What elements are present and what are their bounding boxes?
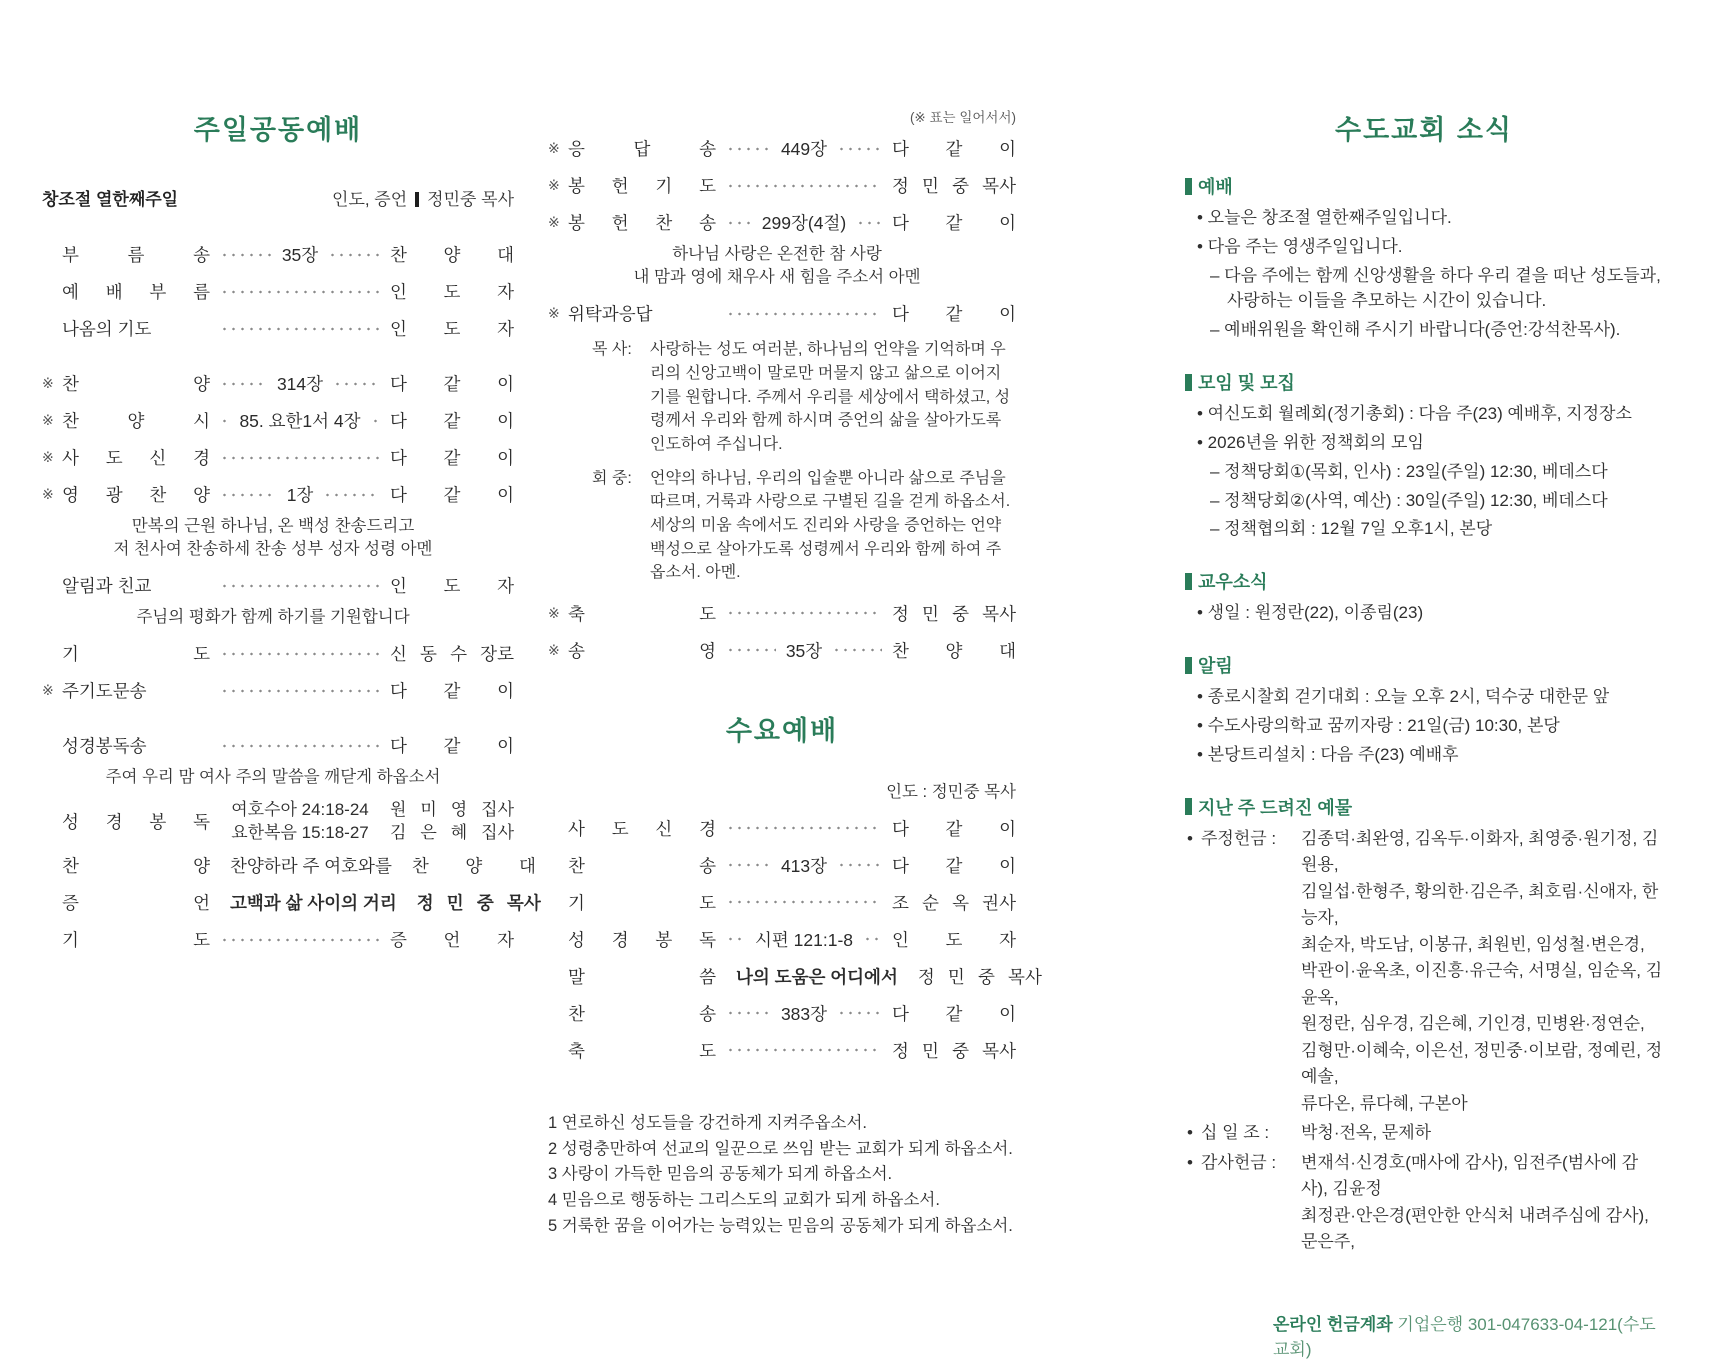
litany-pastor-text: 사랑하는 성도 여러분, 하나님의 언약을 기억하며 우리의 신앙고백이 말로만 머물지 않고 삶으로 이어지기를 원합니다. 주께서 우리를 세상에서 택하셨고, 성령께서 우리와 함께 하시며 증언의 삶을 살아가도록 인도하여 주십니다. [650, 341, 1011, 453]
church-news-section [1185, 0, 1663, 1360]
worship-item-label: 성 경 봉 독 [62, 811, 210, 832]
dotted-leader [323, 493, 380, 497]
worship-item-label: 기 도 [62, 930, 210, 951]
sermon-title: 고백과 삶 사이의 거리 [230, 893, 397, 914]
news-section-offerings [1185, 794, 1663, 1256]
worship-item-role: 인 도 자 [390, 319, 514, 339]
prayer-topic: 4 믿음으로 행동하는 그리스도의 교회가 되게 하옵소서. [548, 1191, 940, 1210]
sunday-worship-order [42, 236, 541, 958]
middle-column [548, 0, 1042, 1240]
section-heading [1185, 568, 1663, 594]
offering-type-label: 감사헌금 : [1201, 1152, 1277, 1172]
worship-item-role: 신 동 수 장로 [390, 644, 514, 665]
service-leaders [332, 185, 514, 210]
standing-mark: ※ [42, 682, 54, 699]
section-heading [1185, 369, 1663, 395]
worship-item-role: 정 민 중 목사 [892, 176, 1016, 196]
standing-mark: ※ [42, 375, 54, 391]
news-sub-item: – 예배위원을 확인해 주시기 바랍니다(증언:강석찬목사). [1210, 320, 1621, 340]
worship-item-role: 다 같 이 [892, 818, 1016, 839]
litany-people-text: 언약의 하나님, 우리의 입술뿐 아니라 삶으로 주님을 따르며, 거룩과 사랑으로 구별된 길을 걷게 하옵소서. 세상의 미움 속에서도 진리와 사랑을 증언하는 언약 백성으로 살아가도록 성령께서 우리와 함께 하여 주옵소서. 아멘. [650, 469, 1011, 582]
worship-item-detail: 299장(4절) [761, 213, 847, 233]
donor-names-line: 박청·전옥, 문제하 [1301, 1123, 1432, 1143]
dotted-leader [726, 1048, 882, 1052]
dotted-leader [333, 382, 380, 386]
worship-item-role: 다 같 이 [892, 139, 1017, 159]
reader-name: 원 미 영 집사 [390, 799, 514, 819]
scripture-response-note: 주여 우리 맘 여사 주의 말씀을 깨닫게 하옵소서 [105, 768, 441, 787]
prayer-topic: 5 거룩한 꿈을 이어가는 능력있는 믿음의 공동체가 되게 하옵소서. [548, 1216, 1013, 1235]
offering-type-label: 십 일 조 : [1201, 1123, 1270, 1143]
dotted-leader [726, 826, 882, 830]
dotted-leader [726, 648, 776, 652]
worship-item-label: 성 경 봉 독 [568, 929, 716, 950]
worship-item-label: 송 영 [568, 640, 716, 661]
worship-item-role: 다 같 이 [390, 448, 514, 468]
offering-item-thanksgiving [1185, 1150, 1663, 1256]
standing-mark: ※ [548, 177, 560, 193]
worship-item-detail: 1장 [286, 485, 314, 505]
news-section-worship [1185, 173, 1663, 343]
news-sub-item: – 정책당회②(사역, 예산) : 30일(주일) 12:30, 베데스다 [1210, 490, 1608, 510]
dotted-leader [328, 253, 380, 257]
wednesday-service-section [548, 709, 1042, 1239]
worship-item-label: 주기도문송 [62, 681, 147, 702]
worship-row [42, 310, 514, 347]
worship-item-label: 사 도 신 경 [568, 818, 716, 839]
worship-item-label: 찬 양 시 [62, 411, 210, 431]
worship-item-role: 다 같 이 [892, 855, 1017, 876]
hymn-lyrics-note [62, 515, 484, 561]
standing-mark: ※ [548, 641, 560, 658]
worship-item-role: 다 같 이 [390, 411, 515, 431]
worship-item-role: 인 도 자 [390, 282, 514, 302]
church-news-title: 수도교회 소식 [1335, 115, 1513, 145]
hymn-lyrics-note [568, 243, 986, 289]
offering-donor-names [1301, 1120, 1663, 1147]
worship-item-role: 인 도 자 [390, 576, 514, 597]
standing-mark: ※ [42, 486, 54, 502]
worship-item-label: 위탁과응답 [568, 304, 653, 325]
bullet-icon: • [1187, 1152, 1193, 1172]
wednesday-leader: 인도 : 정민중 목사 [886, 782, 1016, 801]
worship-item-role: 찬 양 대 [411, 856, 536, 877]
dotted-leader [379, 819, 380, 823]
worship-row [548, 130, 1016, 167]
worship-row [42, 273, 514, 310]
commission-response-litany [592, 338, 1016, 585]
worship-item-label: 찬 송 [568, 1003, 716, 1024]
dotted-leader [726, 1011, 771, 1015]
standing-mark: ※ [548, 305, 560, 322]
worship-item-label: 알림과 친교 [62, 576, 152, 597]
dotted-leader [220, 456, 380, 460]
worship-row [42, 567, 514, 604]
worship-row [548, 167, 1016, 204]
worship-item-role: 다 같 이 [892, 304, 1016, 325]
donor-names-line: 김종덕·최완영, 김옥두·이화자, 최영중·원기정, 김원용, [1301, 828, 1659, 875]
worship-row [42, 236, 514, 273]
season-row [42, 185, 514, 210]
offering-type-label: 주정헌금 : [1201, 828, 1277, 848]
news-item: • 다음 주는 영생주일입니다. [1197, 236, 1403, 256]
news-item: • 종로시찰회 걷기대회 : 오늘 오후 2시, 덕수궁 대한문 앞 [1197, 687, 1610, 707]
news-sub-item: – 정책협의회 : 12월 7일 오후1시, 본당 [1210, 519, 1493, 539]
dotted-leader [726, 221, 752, 225]
worship-row [548, 632, 1016, 669]
worship-item-label: 나옴의 기도 [62, 319, 152, 339]
worship-item-role: 증 언 자 [390, 930, 514, 951]
worship-item-role: 다 같 이 [390, 736, 514, 757]
heading-bar-icon [1185, 374, 1192, 391]
dotted-leader [220, 493, 277, 497]
dotted-leader [220, 689, 380, 693]
news-sub-item: – 정책당회①(목회, 인사) : 23일(주일) 12:30, 베데스다 [1210, 461, 1608, 481]
standing-mark: ※ [42, 412, 54, 428]
worship-item-role: 정 민 중 목사 [892, 1040, 1016, 1061]
worship-row [548, 995, 1016, 1032]
hymn-lyrics-line: 만복의 근원 하나님, 온 백성 찬송드리고 [131, 517, 415, 535]
worship-item-role: 정 민 중 목사 [892, 603, 1016, 624]
online-account-label: 온라인 헌금계좌 [1273, 1314, 1393, 1334]
worship-row-sermon [548, 958, 1042, 995]
litany-pastor-label: 목 사: [592, 341, 632, 359]
dotted-leader [220, 819, 221, 823]
scripture-reference: 요한복음 15:18-27 [231, 823, 369, 843]
offering-item-tithe [1185, 1120, 1663, 1147]
hymn-lyrics-line: 저 천사여 찬송하세 찬송 성부 성자 성령 아멘 [113, 540, 433, 559]
worship-item-label: 말 씀 [568, 966, 716, 987]
worship-item-label: 봉 헌 기 도 [568, 176, 716, 196]
news-item: • 생일 : 원정란(22), 이종림(23) [1197, 603, 1424, 623]
section-heading [1185, 652, 1663, 678]
worship-item-label: 기 도 [568, 892, 716, 913]
worship-item-detail: 449장 [780, 139, 828, 159]
standing-instruction-note: (※ 표는 일어서서) [909, 110, 1016, 125]
dotted-leader [726, 147, 771, 151]
worship-item-label: 성경봉독송 [62, 736, 147, 757]
heading-bar-icon [1185, 657, 1192, 674]
season-label: 창조절 열한째주일 [42, 190, 179, 209]
sunday-service-section [42, 0, 541, 958]
worship-item-detail: 35장 [281, 245, 319, 265]
heading-bar-icon [1185, 798, 1192, 815]
section-heading [1185, 794, 1663, 820]
news-item: • 2026년을 위한 정책회의 모임 [1197, 432, 1424, 452]
sermon-title: 나의 도움은 어디에서 [736, 966, 898, 987]
donor-names-line: 최정관·안은경(편안한 안식처 내려주심에 감사), 문은주, [1301, 1205, 1649, 1252]
section-heading-label: 예배 [1198, 177, 1233, 197]
section-heading-label: 모임 및 모집 [1198, 373, 1295, 394]
sunday-worship-order-continued [548, 130, 1016, 669]
worship-item-label: 찬 송 [568, 855, 716, 876]
worship-item-detail: 383장 [780, 1003, 828, 1024]
standing-mark: ※ [548, 140, 560, 156]
dotted-leader [726, 937, 745, 941]
dotted-leader [220, 290, 380, 294]
heading-bar-icon [1185, 573, 1192, 590]
worship-item-role: 다 같 이 [390, 485, 515, 505]
worship-item-detail: 85. 요한1서 4장 [239, 411, 361, 431]
worship-row [42, 635, 514, 672]
standing-mark: ※ [548, 214, 560, 230]
bullet-icon: • [1187, 1123, 1193, 1143]
worship-item-role: 다 같 이 [892, 1003, 1017, 1024]
worship-row [42, 847, 536, 884]
worship-item-label: 찬 양 [62, 856, 210, 877]
dotted-leader [837, 863, 882, 867]
worship-row [548, 884, 1016, 921]
dotted-leader [220, 253, 272, 257]
dotted-leader [863, 937, 882, 941]
wednesday-service-title: 수요예배 [725, 715, 839, 746]
news-item: • 오늘은 창조절 열한째주일입니다. [1197, 208, 1452, 227]
news-item: • 여신도회 월례회(정기총회) : 다음 주(23) 예배후, 지정장소 [1197, 404, 1632, 424]
donor-names-line: 김형만·이혜숙, 이은선, 정민중·이보람, 정예린, 정예솔, [1301, 1040, 1663, 1087]
donor-names-line: 변재석·신경호(매사에 감사), 임전주(범사에 감사), 김윤정 [1301, 1152, 1639, 1199]
dotted-leader [726, 900, 882, 904]
worship-row [42, 672, 514, 709]
prayer-topic: 1 연로하신 성도들을 강건하게 지켜주옵소서. [548, 1113, 867, 1132]
dotted-leader [371, 419, 380, 423]
dotted-leader [220, 584, 380, 588]
dotted-leader [832, 648, 882, 652]
worship-item-label: 응 답 송 [568, 139, 716, 159]
donor-names-line: 원정란, 심우경, 김은혜, 기인경, 민병완·정연순, [1301, 1014, 1645, 1034]
news-section-meetings [1185, 369, 1663, 542]
scripture-reference: 시편 121:1-8 [754, 929, 854, 950]
worship-item-detail: 314장 [276, 374, 324, 394]
dotted-leader [220, 419, 229, 423]
worship-row [42, 402, 514, 439]
divider-bar [415, 192, 419, 207]
worship-row [548, 595, 1016, 632]
bullet-icon: • [1187, 828, 1193, 848]
worship-row [548, 295, 1016, 332]
standing-mark: ※ [548, 604, 560, 621]
dotted-leader [726, 863, 771, 867]
section-heading [1185, 173, 1663, 199]
worship-row-sermon [42, 884, 541, 921]
section-heading-label: 교우소식 [1198, 572, 1268, 593]
scripture-reference: 여호수아 24:18-24 [231, 799, 369, 819]
worship-item-label: 찬 양 [62, 374, 210, 394]
worship-row [42, 439, 514, 476]
account-footer [1185, 1310, 1663, 1360]
heading-bar-icon [1185, 178, 1192, 195]
worship-item-label: 축 도 [568, 603, 716, 624]
worship-row [42, 476, 514, 513]
worship-item-role: 찬 양 대 [390, 245, 514, 265]
worship-item-label: 사 도 신 경 [62, 448, 210, 468]
donor-names-line: 박관이·윤옥초, 이진흥·유근숙, 서명실, 임순옥, 김윤옥, [1301, 961, 1663, 1007]
section-heading-label: 지난 주 드려진 예물 [1198, 797, 1353, 818]
dotted-leader [220, 938, 380, 942]
dotted-leader [837, 147, 882, 151]
worship-row [548, 921, 1016, 958]
news-sub-item: – 다음 주에는 함께 신앙생활을 하다 우리 곁을 떠난 성도들과, 사랑하는 이들을 추모하는 시간이 있습니다. [1210, 265, 1661, 311]
leaders-name: 정민중 목사 [427, 190, 514, 209]
worship-item-label: 기 도 [62, 644, 210, 665]
dotted-leader [726, 184, 882, 188]
worship-item-label: 축 도 [568, 1040, 716, 1061]
worship-item-detail: 413장 [780, 855, 828, 876]
preacher-name: 정 민 중 목사 [917, 966, 1042, 987]
prayer-topics-list [548, 1111, 1016, 1239]
offering-item-weekly [1185, 826, 1663, 1118]
dotted-leader [220, 744, 380, 748]
leaders-label: 인도, 증언 [332, 190, 408, 209]
peace-greeting-note: 주님의 평화가 함께 하기를 기원합니다 [136, 608, 410, 627]
dotted-leader [726, 312, 882, 316]
worship-item-role: 인 도 자 [892, 929, 1016, 950]
donor-names-line: 류다온, 류다혜, 구본아 [1301, 1093, 1468, 1113]
news-section-notices [1185, 652, 1663, 767]
worship-row [42, 365, 514, 402]
news-item: • 수도사랑의학교 꿈끼자랑 : 21일(금) 10:30, 본당 [1197, 715, 1560, 735]
worship-row [548, 204, 1016, 241]
litany-people-label: 회 중: [592, 469, 632, 487]
worship-item-role: 다 같 이 [390, 681, 514, 702]
dotted-leader [220, 327, 380, 331]
worship-item-role: 찬 양 대 [892, 640, 1016, 661]
anthem-title: 찬양하라 주 여호와를 [230, 856, 392, 877]
litany-people-part [592, 467, 1016, 585]
worship-row [548, 847, 1016, 884]
wednesday-worship-order [548, 810, 1042, 1069]
worship-item-label: 영 광 찬 양 [62, 485, 210, 505]
news-item: • 본당트리설치 : 다음 주(23) 예배후 [1197, 744, 1459, 764]
preacher-name: 정 민 중 목사 [416, 893, 541, 914]
worship-row [42, 727, 514, 764]
worship-row [548, 810, 1016, 847]
dotted-leader [837, 1011, 882, 1015]
hymn-lyrics-line: 내 맘과 영에 채우사 새 힘을 주소서 아멘 [633, 268, 921, 287]
reader-name: 김 은 혜 집사 [390, 823, 514, 843]
scripture-references [231, 798, 369, 846]
worship-item-role: 다 같 이 [892, 213, 1016, 233]
section-heading-label: 알림 [1198, 656, 1233, 677]
worship-item-label: 증 언 [62, 893, 210, 914]
prayer-topic: 3 사랑이 가득한 믿음의 공동체가 되게 하옵소서. [548, 1165, 893, 1184]
donor-names-line: 최순자, 박도남, 이봉규, 최원빈, 임성철·변은경, [1301, 934, 1645, 954]
worship-item-detail: 35장 [785, 640, 823, 661]
dotted-leader [220, 382, 267, 386]
litany-pastor-part [592, 338, 1016, 456]
standing-mark: ※ [42, 449, 54, 465]
prayer-topic: 2 성령충만하여 선교의 일꾼으로 쓰임 받는 교회가 되게 하옵소서. [548, 1139, 1013, 1158]
worship-item-label: 부 름 송 [62, 245, 210, 265]
dotted-leader [726, 611, 882, 615]
sunday-service-title: 주일공동예배 [193, 115, 363, 145]
worship-item-role: 조 순 옥 권사 [892, 892, 1016, 913]
worship-row-scripture [42, 795, 514, 847]
scripture-readers [390, 798, 514, 846]
donor-names-line: 김일섭·한형주, 황의한·김은주, 최호림·신애자, 한능자, [1301, 881, 1659, 928]
offering-donor-names [1301, 826, 1663, 1118]
online-account-number: 기업은행 301-047633-04-121(수도교회) [1273, 1314, 1656, 1359]
worship-row [548, 1032, 1016, 1069]
hymn-lyrics-line: 하나님 사랑은 온전한 참 사랑 [672, 245, 882, 263]
dotted-leader [220, 652, 380, 656]
dotted-leader [856, 221, 882, 225]
offering-donor-names [1301, 1150, 1663, 1256]
worship-item-label: 예 배 부 름 [62, 282, 210, 302]
worship-item-role: 다 같 이 [390, 374, 515, 394]
news-section-members [1185, 568, 1663, 626]
worship-row [42, 921, 514, 958]
worship-item-label: 봉 헌 찬 송 [568, 213, 716, 233]
